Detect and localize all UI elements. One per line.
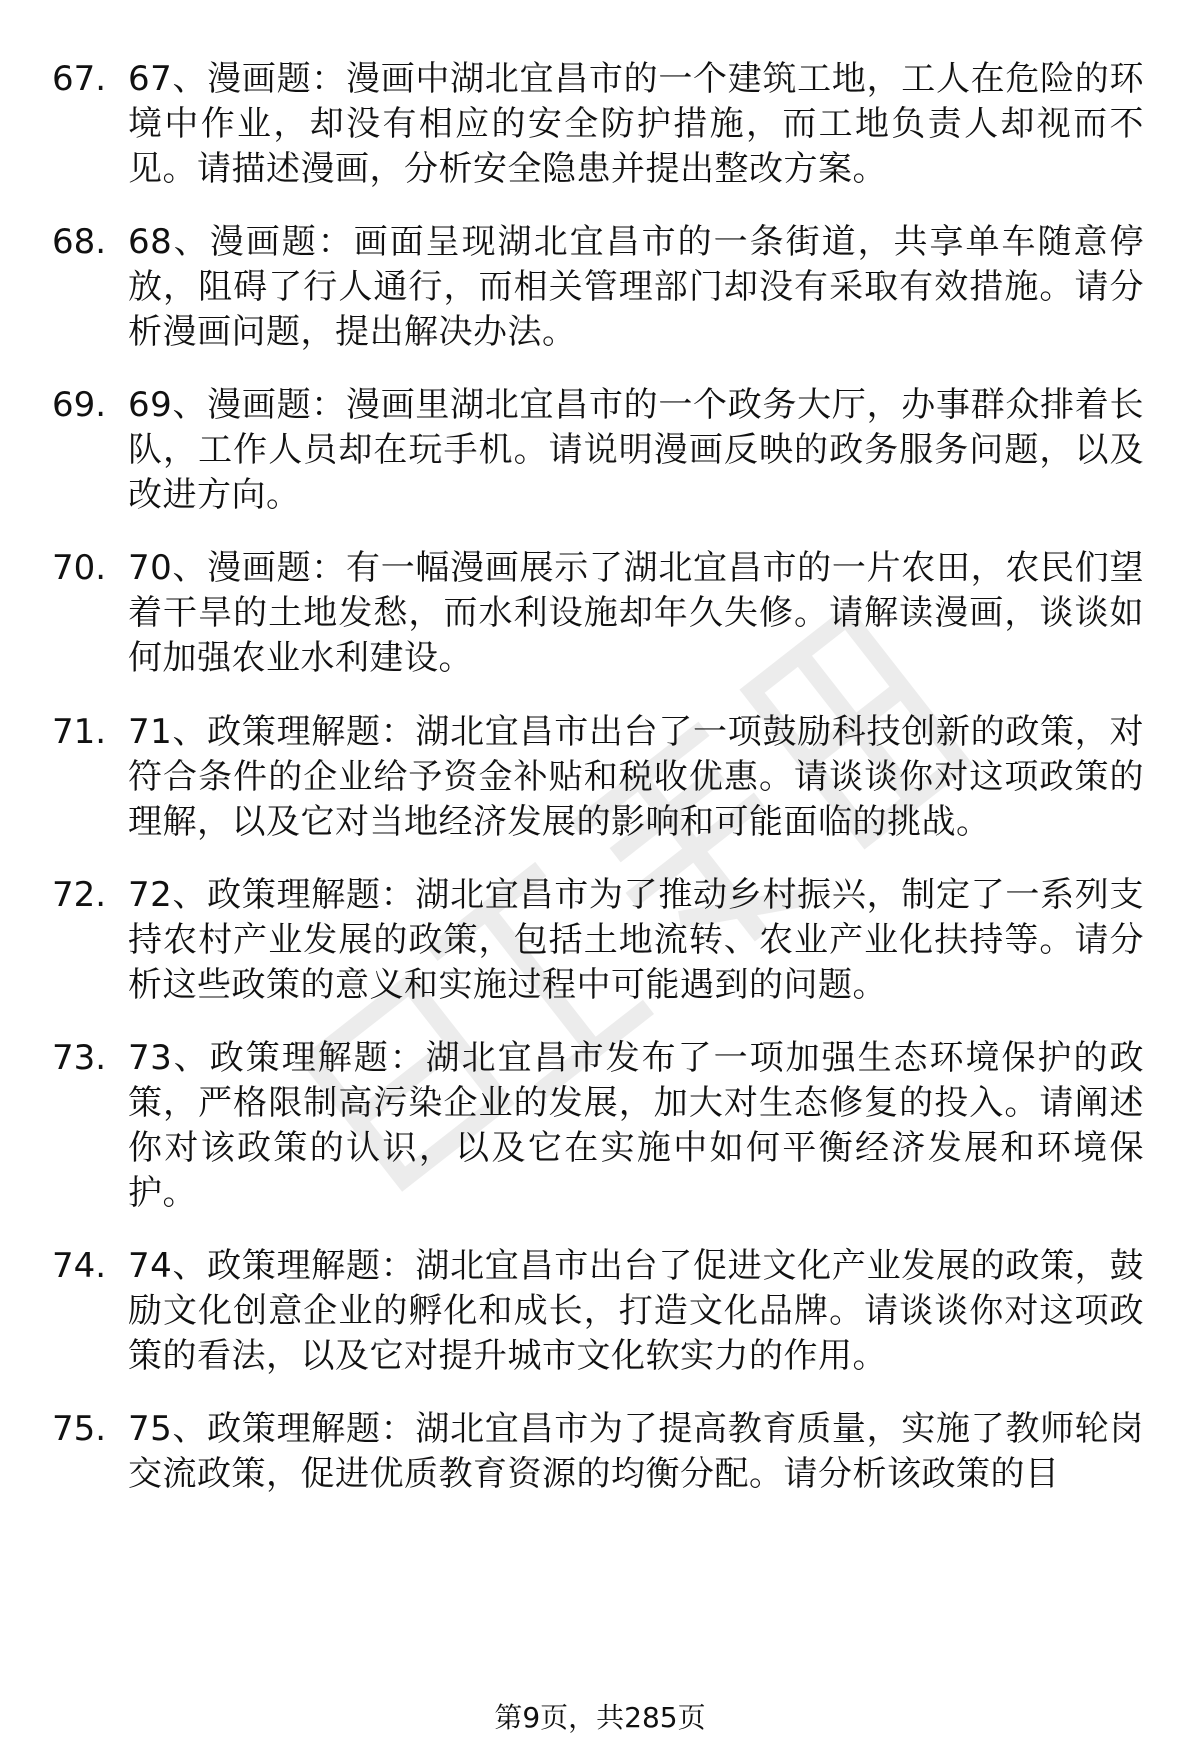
question-text: 72、政策理解题：湖北宜昌市为了推动乡村振兴，制定了一系列支持农村产业发展的政策，包括土地流转、农业产业化扶持等。请分析这些政策的意义和实施过程中可能遇到的问题。 — [128, 875, 1144, 1005]
question-number: 75. — [52, 1409, 107, 1449]
question-item — [0, 546, 1200, 681]
question-item — [0, 57, 1200, 192]
question-text: 74、政策理解题：湖北宜昌市出台了促进文化产业发展的政策，鼓励文化创意企业的孵化和成长，打造文化品牌。请谈谈你对这项政策的看法，以及它对提升城市文化软实力的作用。 — [128, 1246, 1144, 1376]
question-item — [0, 710, 1200, 845]
question-list — [0, 57, 1200, 1497]
question-text: 69、漫画题：漫画里湖北宜昌市的一个政务大厅，办事群众排着长队，工作人员却在玩手机。请说明漫画反映的政务服务问题，以及改进方向。 — [128, 385, 1144, 515]
question-item — [0, 383, 1200, 518]
question-number: 74. — [52, 1246, 107, 1286]
question-text: 73、政策理解题：湖北宜昌市发布了一项加强生态环境保护的政策，严格限制高污染企业的发展，加大对生态修复的投入。请阐述你对该政策的认识，以及它在实施中如何平衡经济发展和环境保护。 — [128, 1038, 1144, 1213]
question-text: 75、政策理解题：湖北宜昌市为了提高教育质量，实施了教师轮岗交流政策，促进优质教育资源的均衡分配。请分析该政策的目 — [128, 1409, 1144, 1494]
question-text: 68、漫画题：画面呈现湖北宜昌市的一条街道，共享单车随意停放，阻碍了行人通行，而相关管理部门却没有采取有效措施。请分析漫画问题，提出解决办法。 — [128, 222, 1144, 352]
question-number: 69. — [52, 385, 107, 425]
question-number: 72. — [52, 875, 107, 915]
question-text: 70、漫画题：有一幅漫画展示了湖北宜昌市的一片农田，农民们望着干旱的土地发愁，而水利设施却年久失修。请解读漫画，谈谈如何加强农业水利建设。 — [128, 548, 1144, 678]
question-number: 68. — [52, 222, 107, 262]
question-item — [0, 1244, 1200, 1379]
question-text: 67、漫画题：漫画中湖北宜昌市的一个建筑工地，工人在危险的环境中作业，却没有相应的安全防护措施，而工地负责人却视而不见。请描述漫画，分析安全隐患并提出整改方案。 — [128, 59, 1144, 189]
question-number: 70. — [52, 548, 107, 588]
question-number: 71. — [52, 712, 107, 752]
question-text: 71、政策理解题：湖北宜昌市出台了一项鼓励科技创新的政策，对符合条件的企业给予资金补贴和税收优惠。请谈谈你对这项政策的理解，以及它对当地经济发展的影响和可能面临的挑战。 — [128, 712, 1144, 842]
question-item — [0, 873, 1200, 1008]
page-footer: 第9页，共285页 — [494, 1701, 706, 1734]
question-item — [0, 1036, 1200, 1216]
question-item — [0, 220, 1200, 355]
question-number: 73. — [52, 1038, 107, 1078]
question-number: 67. — [52, 59, 107, 99]
question-item — [0, 1407, 1200, 1497]
